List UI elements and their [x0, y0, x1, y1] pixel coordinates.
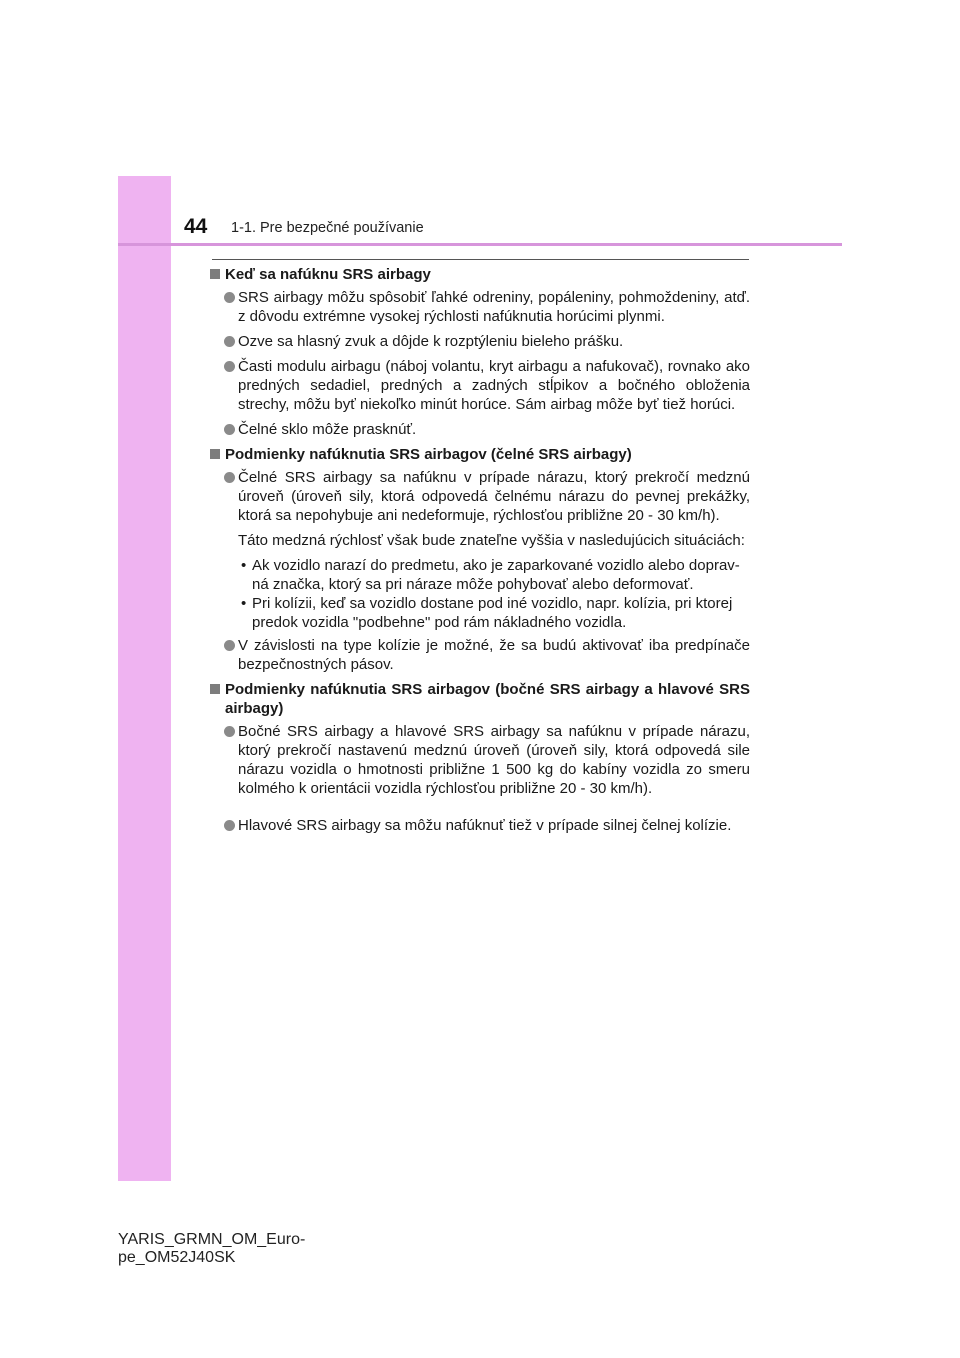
section-heading: Podmienky nafúknutia SRS airbagov (čelné SRS airbagy) [210, 445, 750, 464]
sub-item: • Ak vozidlo narazí do predmetu, ako je zaparkované vozidlo alebo doprav-ná značka, ktorý sa pri náraze môže pohybovať alebo deformovať. [241, 557, 740, 593]
bullet-item: Hlavové SRS airbagy sa môžu nafúknuť tiež v prípade silnej čelnej kolízie. [210, 816, 750, 835]
circle-bullet-icon [224, 472, 235, 483]
sub-bullet-mark: • [241, 595, 247, 612]
circle-bullet-icon [224, 726, 235, 737]
circle-bullet-icon [224, 424, 235, 435]
bullet-item: Čelné sklo môže prasknúť. [210, 420, 750, 439]
circle-bullet-icon [224, 361, 235, 372]
spacer [210, 804, 750, 816]
square-bullet-icon [210, 269, 220, 279]
document-footer [118, 1231, 305, 1267]
square-bullet-icon [210, 684, 220, 694]
bullet-item: SRS airbagy môžu spôsobiť ľahké odreniny, popáleniny, pohmoždeniny, atď. z dôvodu extrémne vysokej rýchlosti nafúknutia horúcimi plynmi. [210, 288, 750, 326]
circle-bullet-icon [224, 820, 235, 831]
bullet-item: Bočné SRS airbagy a hlavové SRS airbagy sa nafúknu v prípade nárazu, ktorý prekročí nastavenú medznú úroveň (úroveň sily, ktorá odpovedá sile nárazu vozidla o hmotnosti približne 1 500 kg do kabíny vozidla zo smeru kolmého k orientácii vozidla rýchlosťou približne 20 - 30 km/h). [210, 722, 750, 798]
bullet-item: Ozve sa hlasný zvuk a dôjde k rozptýleniu bieleho prášku. [210, 332, 750, 351]
sidebar-tab [118, 176, 171, 1181]
section-heading: Podmienky nafúknutia SRS airbagov (bočné SRS airbagy a hlavové SRS airbagy) [210, 680, 750, 718]
bullet-item: Čelné SRS airbagy sa nafúknu v prípade nárazu, ktorý prekročí medznú úroveň (úroveň sily, ktorá odpovedá čelnému nárazu do pevnej prekážky, ktorá sa nepohybuje ani nedeformuje, rýchlosťou približne 20 - 30 km/h). [210, 468, 750, 525]
bullet-item: V závislosti na type kolízie je možné, že sa budú aktivovať iba predpínače bezpečnostných pásov. [210, 636, 750, 674]
sub-item: • Pri kolízii, keď sa vozidlo dostane pod iné vozidlo, napr. kolízia, pri ktorej predok vozidla "podbehne" pod rám nákladného vozidla. [241, 595, 733, 631]
bullet-item: Časti modulu airbagu (náboj volantu, kryt airbagu a nafukovač), rovnako ako predných sedadiel, predných a zadných stĺpikov a bočného obloženia strechy, môžu byť niekoľko minút horúce. Sám airbag môže byť tiež horúci. [210, 357, 750, 414]
sub-bullet-mark: • [241, 557, 247, 574]
circle-bullet-icon [224, 336, 235, 347]
footer-line: YARIS_GRMN_OM_Euro- [118, 1231, 306, 1248]
content-divider [212, 259, 749, 260]
page-number: 44 [184, 215, 208, 238]
circle-bullet-icon [224, 640, 235, 651]
square-bullet-icon [210, 449, 220, 459]
page-content [210, 265, 750, 841]
circle-bullet-icon [224, 292, 235, 303]
footer-line: pe_OM52J40SK [118, 1249, 236, 1266]
section-title: 1-1. Pre bezpečné používanie [231, 220, 424, 236]
header-rule [118, 243, 842, 246]
section-heading: Keď sa nafúknu SRS airbagy [210, 265, 750, 284]
note-text: Táto medzná rýchlosť však bude znateľne vyššia v nasledujúcich situáciách: [238, 532, 745, 549]
